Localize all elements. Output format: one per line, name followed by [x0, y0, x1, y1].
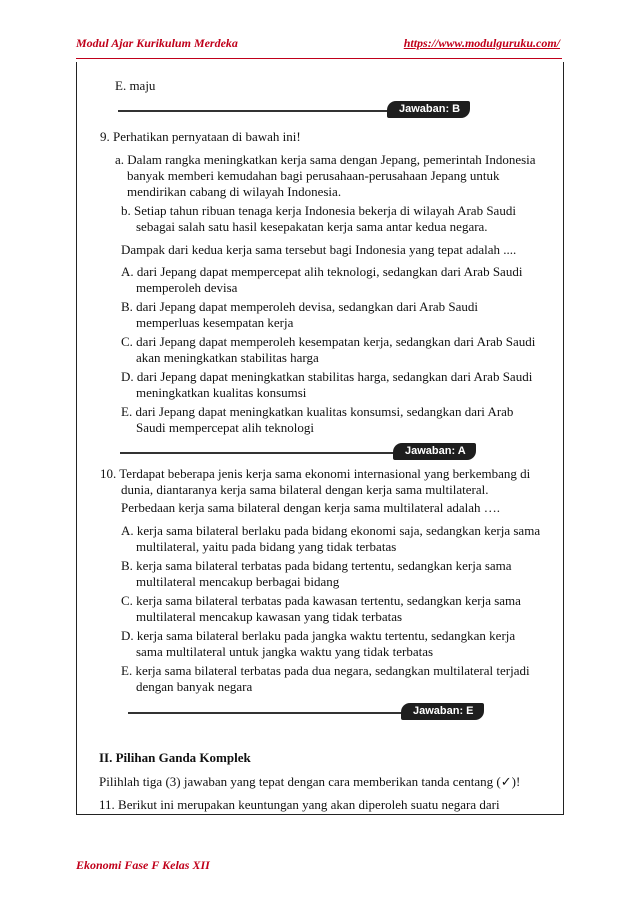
answer-line-q10	[128, 712, 404, 714]
q9-option-e[interactable]: E. dari Jepang dapat meningkatkan kualitas konsumsi, sedangkan dari Arab	[121, 404, 514, 419]
section-title: II. Pilihan Ganda Komplek	[99, 750, 251, 765]
q10-option-c[interactable]: multilateral mencakup kawasan yang tidak terbatas	[136, 609, 403, 624]
answer-line-q8	[118, 110, 390, 112]
q8-option-e: E. maju	[115, 78, 156, 93]
q10-option-e[interactable]: dengan banyak negara	[136, 679, 253, 694]
q9-option-c[interactable]: akan meningkatkan stabilitas harga	[136, 350, 319, 365]
q9-option-b[interactable]: B. dari Jepang dapat memperoleh devisa, sedangkan dari Arab Saudi	[121, 299, 479, 314]
q9-statement-a: mendirikan cabang di wilayah Indonesia.	[127, 184, 342, 199]
q9-option-d[interactable]: D. dari Jepang dapat meningkatkan stabilitas harga, sedangkan dari Arab Saudi	[121, 369, 533, 384]
q9-statement-b: b. Setiap tahun ribuan tenaga kerja Indonesia bekerja di wilayah Arab Saudi	[121, 203, 516, 218]
q10-stem: 10. Terdapat beberapa jenis kerja sama ekonomi internasional yang berkembang di	[100, 466, 531, 481]
answer-line-q9	[120, 452, 396, 454]
q10-option-b[interactable]: multilateral mencakup berbagai bidang	[136, 574, 340, 589]
header-website-link[interactable]: https://www.modulguruku.com/	[403, 36, 560, 50]
q9-statement-a: banyak memberi kemudahan bagi perusahaan-perusahaan Jepang untuk	[127, 168, 500, 183]
q9-option-a[interactable]: memperoleh devisa	[136, 280, 238, 295]
header-module-title: Modul Ajar Kurikulum Merdeka	[76, 36, 238, 50]
q10-option-d[interactable]: D. kerja sama bilateral berlaku pada jangka waktu tertentu, sedangkan kerja	[121, 628, 516, 643]
q9-statement-b: sebagai salah satu hasil kesepakatan kerja sama antar kedua negara.	[136, 219, 488, 234]
q9-option-e[interactable]: Saudi mempercepat alih teknologi	[136, 420, 314, 435]
answer-badge-q9: Jawaban: A	[393, 443, 476, 460]
q9-statement-a: a. Dalam rangka meningkatkan kerja sama dengan Jepang, pemerintah Indonesia	[115, 152, 536, 167]
q10-option-c[interactable]: C. kerja sama bilateral terbatas pada kawasan tertentu, sedangkan kerja sama	[121, 593, 521, 608]
q10-stem: Perbedaan kerja sama bilateral dengan kerja sama multilateral adalah ….	[121, 500, 500, 515]
q10-option-a[interactable]: multilateral, yaitu pada bidang yang tidak terbatas	[136, 539, 397, 554]
q10-option-a[interactable]: A. kerja sama bilateral berlaku pada bidang ekonomi saja, sedangkan kerja sama	[121, 523, 541, 538]
answer-badge-q10: Jawaban: E	[401, 703, 484, 720]
q9-stem: 9. Perhatikan pernyataan di bawah ini!	[100, 129, 301, 144]
q11-stem: 11. Berikut ini merupakan keuntungan yang akan diperoleh suatu negara dari	[99, 797, 500, 812]
q9-option-b[interactable]: memperluas kesempatan kerja	[136, 315, 294, 330]
q10-option-e[interactable]: E. kerja sama bilateral terbatas pada dua negara, sedangkan multilateral terjadi	[121, 663, 530, 678]
footer-course-label: Ekonomi Fase F Kelas XII	[76, 858, 210, 872]
q10-option-b[interactable]: B. kerja sama bilateral terbatas pada bidang tertentu, sedangkan kerja sama	[121, 558, 512, 573]
q9-question: Dampak dari kedua kerja sama tersebut bagi Indonesia yang tepat adalah ....	[121, 242, 517, 257]
q9-option-c[interactable]: C. dari Jepang dapat memperoleh kesempatan kerja, sedangkan dari Arab Saudi	[121, 334, 536, 349]
q10-stem: dunia, diantaranya kerja sama bilateral dengan kerja sama multilateral.	[121, 482, 489, 497]
q9-option-d[interactable]: meningkatkan kualitas konsumsi	[136, 385, 307, 400]
q9-option-a[interactable]: A. dari Jepang dapat mempercepat alih teknologi, sedangkan dari Arab Saudi	[121, 264, 523, 279]
answer-badge-q8: Jawaban: B	[387, 101, 470, 118]
section-instruction: Pilihlah tiga (3) jawaban yang tepat dengan cara memberikan tanda centang (✓)!	[99, 774, 521, 789]
q10-option-d[interactable]: sama multilateral untuk jangka waktu yang tidak terbatas	[136, 644, 434, 659]
header-divider	[76, 58, 562, 59]
